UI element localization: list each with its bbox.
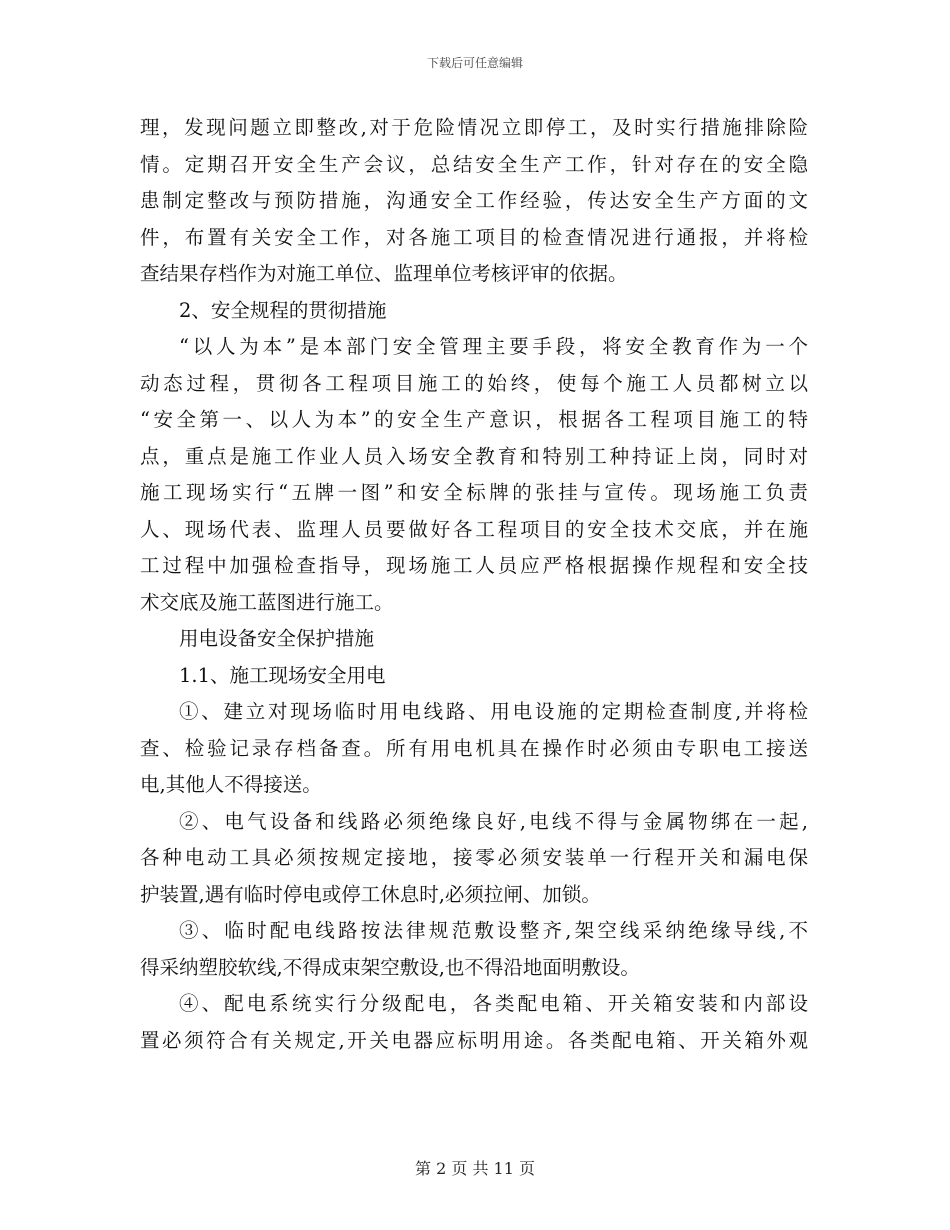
text-line: 得采纳塑胶软线,不得成束架空敷设,也不得沿地面明敷设。	[140, 955, 640, 979]
text-line: 护装置,遇有临时停电或停工休息时,必须拉闸、加锁。	[140, 882, 601, 906]
text-line: 点，重点是施工作业人员入场安全教育和特别工种持证上岗，同时对	[140, 444, 808, 468]
text-line: 置必须符合有关规定,开关电器应标明用途。各类配电箱、开关箱外观	[140, 1028, 808, 1052]
section-heading: 2、安全规程的贯彻措施	[179, 298, 387, 322]
subsection-heading: 1.1、施工现场安全用电	[179, 663, 386, 687]
text-line: 动态过程，贯彻各工程项目施工的始终，使每个施工人员都树立以	[140, 371, 808, 395]
text-line: 患制定整改与预防措施，沟通安全工作经验，传达安全生产方面的文	[140, 189, 808, 212]
text-line: 理，发现问题立即整改,对于危险情况立即停工，及时实行措施排除险	[140, 116, 808, 139]
text-line: 件，布置有关安全工作，对各施工项目的检查情况进行通报，并将检	[140, 225, 808, 249]
text-line: 术交底及施工蓝图进行施工。	[140, 590, 394, 614]
text-line: “以人为本”是本部门安全管理主要手段，将安全教育作为一个	[179, 335, 808, 358]
page-footer: 第 2 页 共 11 页	[415, 1159, 535, 1178]
text-line: 施工现场实行“五牌一图”和安全标牌的张挂与宣传。现场施工负责	[140, 481, 808, 504]
text-line: 情。定期召开安全生产会议，总结安全生产工作，针对存在的安全隐	[140, 152, 808, 176]
section-heading: 用电设备安全保护措施	[179, 627, 375, 650]
text-line: “安全第一、以人为本”的安全生产意识，根据各工程项目施工的特	[140, 408, 808, 431]
text-line: 电,其他人不得接送。	[140, 773, 322, 796]
text-line: 查、检验记录存档备查。所有用电机具在操作时必须由专职电工接送	[140, 736, 808, 760]
page-header: 下载后可任意编辑	[426, 56, 523, 70]
text-line: 人、现场代表、监理人员要做好各工程项目的安全技术交底，并在施	[140, 517, 808, 541]
text-line: ②、电气设备和线路必须绝缘良好,电线不得与金属物绑在一起,	[179, 809, 808, 833]
text-line: 查结果存档作为对施工单位、监理单位考核评审的依据。	[140, 262, 628, 285]
text-line: ①、建立对现场临时用电线路、用电设施的定期检查制度,并将检	[179, 700, 808, 723]
text-line: ④、配电系统实行分级配电，各类配电箱、开关箱安装和内部设	[179, 992, 808, 1015]
text-line: 工过程中加强检查指导，现场施工人员应严格根据操作规程和安全技	[140, 554, 808, 577]
text-line: ③、临时配电线路按法律规范敷设整齐,架空线采纳绝缘导线,不	[179, 919, 808, 942]
text-line: 各种电动工具必须按规定接地，接零必须安装单一行程开关和漏电保	[140, 846, 808, 869]
document-body	[140, 110, 808, 1059]
